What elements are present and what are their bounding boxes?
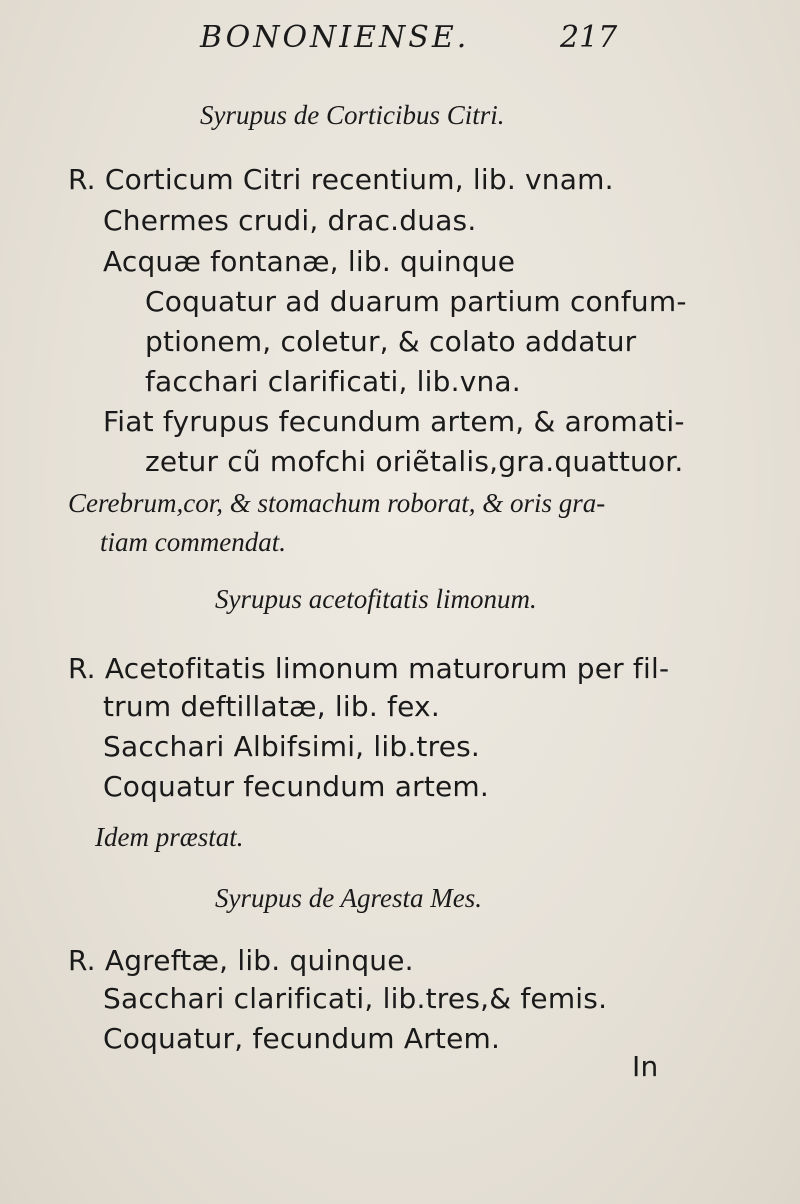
recipe-line: Chermes crudi, drac.duas.: [103, 204, 477, 237]
running-head: BONONIENSE.: [200, 20, 470, 55]
page-number: 217: [560, 20, 618, 55]
recipe-line: R. Corticum Citri recentium, lib. vnam.: [68, 163, 614, 196]
recipe-line: Coquatur fecundum artem.: [103, 770, 490, 803]
recipe-line: zetur cũ mofchi oriẽtalis,gra.quattuor.: [145, 445, 684, 478]
note-line: Idem præstat.: [95, 822, 244, 852]
note-line: Cerebrum,cor, & stomachum roborat, & oris gra-: [68, 488, 606, 518]
recipe-line: Acquæ fontanæ, lib. quinque: [103, 245, 516, 278]
recipe-line: Coquatur, fecundum Artem.: [103, 1022, 501, 1055]
recipe-line: Sacchari Albifsimi, lib.tres.: [103, 730, 481, 763]
recipe-line: Fiat fyrupus fecundum artem, & aromati-: [103, 405, 685, 438]
section-heading: Syrupus de Agresta Mes.: [215, 883, 482, 913]
recipe-line: R. Agreftæ, lib. quinque.: [68, 944, 414, 977]
catchword: In: [632, 1050, 659, 1083]
section-heading: Syrupus acetofitatis limonum.: [215, 584, 537, 614]
recipe-line: ptionem, coletur, & colato addatur: [145, 325, 637, 358]
recipe-line: trum deftillatæ, lib. fex.: [103, 690, 440, 723]
recipe-line: facchari clarificati, lib.vna.: [145, 365, 521, 398]
recipe-line: Coquatur ad duarum partium confum-: [145, 285, 687, 318]
recipe-line: Sacchari clarificati, lib.tres,& femis.: [103, 982, 608, 1015]
section-heading: Syrupus de Corticibus Citri.: [200, 100, 505, 130]
note-line: tiam commendat.: [100, 527, 286, 557]
recipe-line: R. Acetofitatis limonum maturorum per fil-: [68, 652, 670, 685]
